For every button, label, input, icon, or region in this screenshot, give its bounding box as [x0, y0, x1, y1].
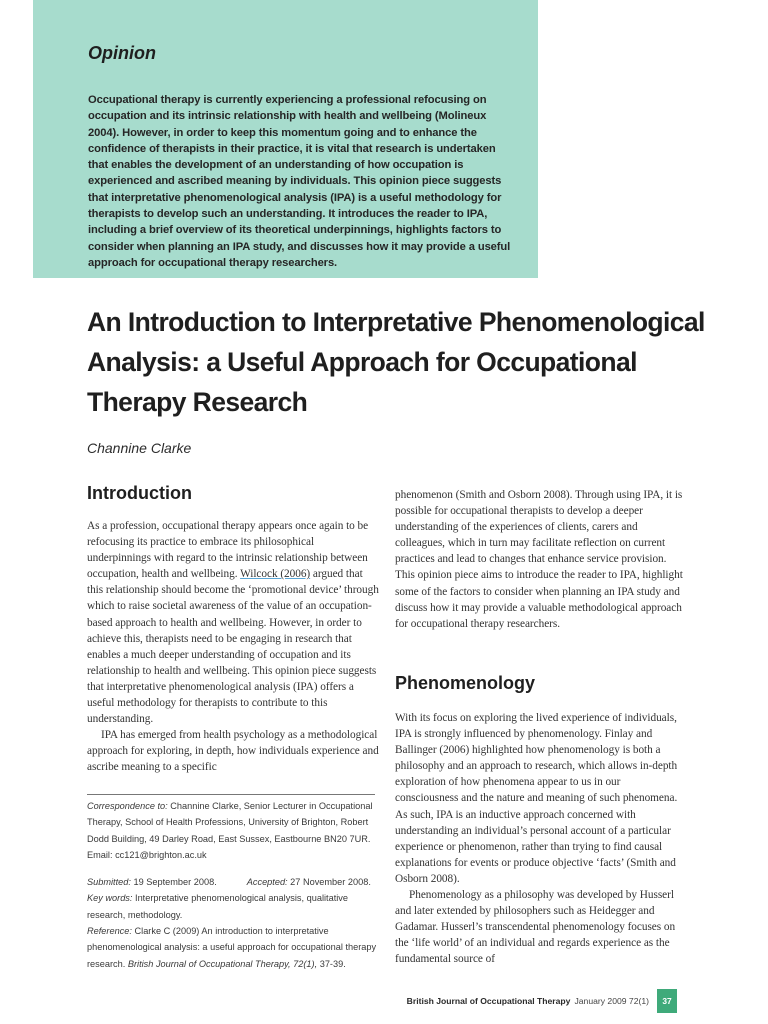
reference-line [87, 923, 379, 972]
reference-label: Reference: [87, 926, 132, 937]
introduction-heading: Introduction [87, 483, 192, 503]
introduction-paragraph-2: IPA has emerged from health psychology as a methodological approach for exploring, in depth, how individuals experience and ascribe meaning to a specific [87, 729, 379, 774]
reference-pages: 37-39. [317, 958, 346, 969]
introduction-paragraph-1-start: As a profession, occupational therapy appears once again to be refocusing its practice to embrace its philosophical underpinnings with regard to the intrinsic relationship between occupation, health and wellbeing. [87, 520, 369, 581]
introduction-continued-text: phenomenon (Smith and Osborn 2008). Through using IPA, it is possible for occupational therapists to develop a deeper understanding of the experiences of clients, carers and colleagues, which in turn may facilitate reflection on current practices and lead to changes that enhance service provision. This opinion piece aims to introduce the reader to IPA, highlight some of the factors to consider when planning an IPA study and discuss how it may provide a valuable methodological approach for occupational therapy researchers. [395, 489, 683, 630]
introduction-continued [395, 487, 685, 632]
accepted-label: Accepted: [246, 877, 288, 888]
page-footer [407, 990, 677, 1012]
page-number-badge: 37 [657, 989, 677, 1013]
introduction-paragraph-1 [87, 518, 379, 727]
correspondence-line [87, 798, 379, 847]
submitted-date: 19 September 2008. [133, 877, 217, 888]
footer-issue: January 2009 72(1) [574, 996, 649, 1006]
introduction-body [87, 518, 379, 776]
keywords-line [87, 890, 379, 923]
phenomenology-body [395, 710, 685, 968]
article-title: An Introduction to Interpretative Phenomenological Analysis: a Useful Approach for Occupational Therapy Research [87, 307, 705, 417]
submitted-label: Submitted: [87, 877, 131, 888]
phenomenology-paragraph-1: With its focus on exploring the lived experience of individuals, IPA is strongly influenced by phenomenology. Finlay and Ballinger (2006) highlighted how phenomenology is both a philosophy and an approach to research, which allows in-depth exploration of how phenomena appear to us in our consciousness and the nature and meaning of such phenomena. As such, IPA is an inductive approach concerned with understanding an individual’s personal account of a particular experience or phenomenon, rather than trying to find causal explanations for events or produce objective ‘facts’ (Smith and Osborn 2008). [395, 712, 678, 885]
footer-journal-name: British Journal of Occupational Therapy [406, 996, 571, 1006]
keywords-label: Key words: [87, 893, 133, 904]
keywords-text: Interpretative phenomenological analysis, qualitative research, methodology. [87, 893, 348, 920]
correspondence-email: Email: cc121@brighton.ac.uk [87, 849, 207, 860]
reference-journal: British Journal of Occupational Therapy, 72(1), [127, 958, 318, 969]
citation-link-wilcock[interactable]: Wilcock (2006) [240, 568, 311, 581]
correspondence-block [87, 798, 379, 972]
phenomenology-heading: Phenomenology [395, 673, 536, 693]
introduction-paragraph-1-end: argued that this relationship should become the ‘promotional device’ through which to raise societal awareness of the value of an occupation-based approach to health and wellbeing. However, in order to achieve this, therapists need to be engaging in research that enables a much deeper understanding of occupation and its relationship to health and wellbeing. This opinion piece suggests that interpretative phenomenological analysis (IPA) offers a useful methodology for therapists to contribute to this understanding. [87, 568, 379, 726]
abstract-text: Occupational therapy is currently experiencing a professional refocusing on occupation and its intrinsic relationship with health and wellbeing (Molineux 2004). However, in order to keep this momentum going and to enhance the confidence of therapists in their practice, it is vital that research is undertaken that enables the development of an understanding of how occupation is experienced and ascribed meaning by individuals. This opinion piece suggests that interpretative phenomenological analysis (IPA) is a useful methodology for therapists to develop such an understanding. It introduces the reader to IPA, including a brief overview of its theoretical underpinnings, highlights factors to consider when planning an IPA study, and discusses how it may provide a useful approach for occupational therapy researchers. [88, 94, 511, 269]
correspondence-text: Channine Clarke, Senior Lecturer in Occupational Therapy, School of Health Professions, University of Brighton, Robert Dodd Building, 49 Darley Road, East Sussex, Eastbourne BN20 7UR. [87, 801, 373, 844]
opinion-heading: Opinion [88, 43, 156, 63]
phenomenology-paragraph-2: Phenomenology as a philosophy was developed by Husserl and later extended by philosophers such as Heidegger and Gadamar. Husserl’s transcendental phenomenology focuses on the ‘life world’ of an individual and regards experience as the fundamental source of [395, 889, 676, 966]
opinion-box [33, 0, 538, 278]
author-name: Channine Clarke [87, 440, 192, 456]
accepted-date: 27 November 2008. [290, 877, 371, 888]
dates-line [87, 874, 379, 890]
reference-text: Clarke C (2009) An introduction to interpretative phenomenological analysis: a useful approach for occupational therapy research. [87, 926, 377, 969]
correspondence-label: Correspondence to: [87, 801, 168, 811]
correspondence-divider [87, 794, 375, 795]
